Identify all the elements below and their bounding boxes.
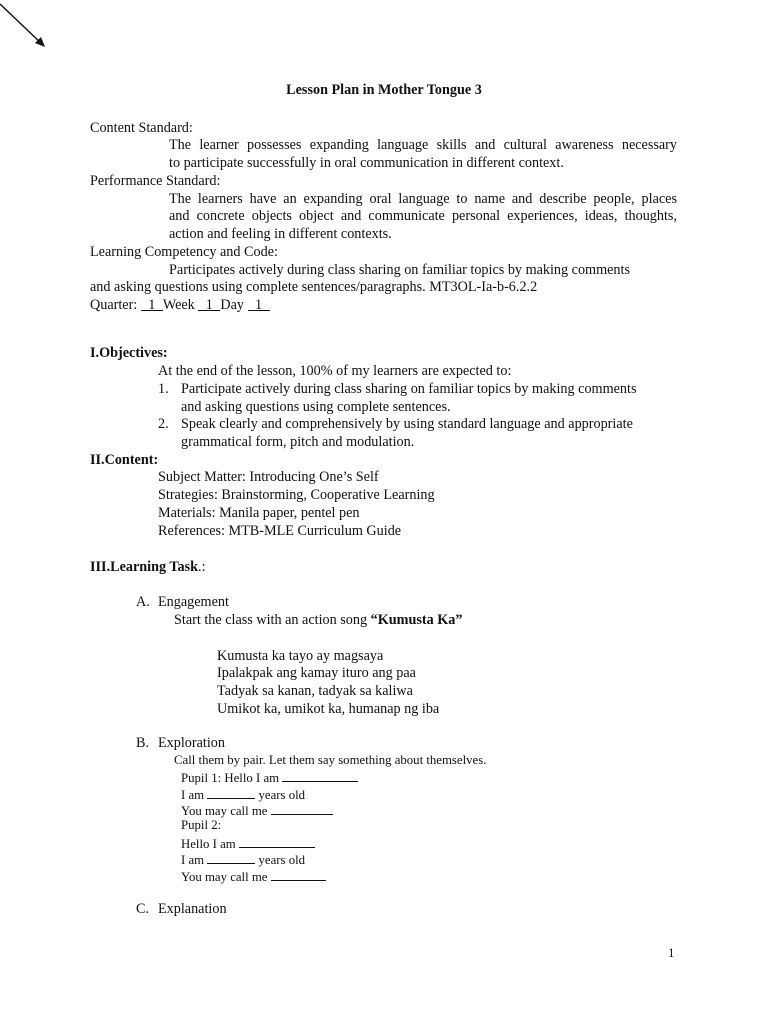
pupil-1-hello-text: Pupil 1: Hello I am (181, 771, 280, 785)
page-number: 1 (668, 945, 675, 960)
objectives-intro: At the end of the lesson, 100% of my learners are expected to: (158, 363, 512, 379)
pupil-2-age-text-b: years old (258, 853, 306, 867)
age-blank (207, 850, 255, 864)
content-standard-label: Content Standard: (90, 120, 193, 136)
engagement-intro-line (174, 612, 462, 630)
pupil-2-age-text-a: I am (181, 853, 205, 867)
quarter-label: Quarter: (90, 297, 138, 313)
objective-2-line-2: grammatical form, pitch and modulation. (181, 434, 415, 450)
competency-line-1: Participates actively during class sharing on familiar topics by making comments (169, 262, 630, 278)
engagement-title: Engagement (158, 594, 229, 610)
explanation-title: Explanation (158, 901, 227, 917)
engagement-label: A. (136, 594, 150, 610)
page-title: Lesson Plan in Mother Tongue 3 (286, 82, 482, 98)
references: References: MTB-MLE Curriculum Guide (158, 523, 402, 539)
performance-standard-line-1: The learners have an expanding oral language to name and describe people, places (169, 191, 677, 207)
materials: Materials: Manila paper, pentel pen (158, 505, 360, 521)
pupil-1-age-text-b: years old (258, 788, 306, 802)
song-title: “Kumusta Ka” (370, 612, 463, 628)
objective-2-number: 2. (158, 416, 169, 432)
lyric-line-4: Umikot ka, umikot ka, humanap ng iba (217, 701, 440, 717)
pupil-2-hello-text: Hello I am (181, 837, 236, 851)
pupil-1-call-text: You may call me (181, 804, 268, 818)
pupil-2-call-text: You may call me (181, 870, 268, 884)
competency-line-2: and asking questions using complete sentences/paragraphs. MT3OL-Ia-b-6.2.2 (90, 279, 538, 295)
objective-2-line-1: Speak clearly and comprehensively by using standard language and appropriate (181, 416, 633, 432)
engagement-intro: Start the class with an action song (174, 612, 371, 628)
pupil-2-label: Pupil 2: (181, 818, 222, 832)
objective-1-line-1: Participate actively during class sharing on familiar topics by making comments (181, 381, 637, 397)
nickname-blank (271, 867, 326, 881)
lyric-line-1: Kumusta ka tayo ay magsaya (217, 648, 384, 664)
age-blank (207, 785, 255, 799)
nickname-blank (271, 801, 333, 815)
learning-task-heading-suffix: .: (198, 559, 206, 575)
pupil-2-call-line (181, 867, 326, 887)
competency-label: Learning Competency and Code: (90, 244, 278, 260)
learning-task-heading (90, 559, 206, 577)
quarter-value: 1 (141, 297, 163, 311)
learning-task-heading-text: III.Learning Task (90, 559, 199, 575)
day-label: Day (220, 297, 244, 313)
quarter-line (90, 297, 270, 315)
objective-1-line-2: and asking questions using complete sentences. (181, 399, 451, 415)
name-blank (282, 768, 358, 782)
week-label: Week (162, 297, 195, 313)
pupil-1-age-text-a: I am (181, 788, 205, 802)
performance-standard-line-2: and concrete objects object and communicate personal experiences, ideas, thoughts, (169, 208, 677, 224)
day-value: 1 (248, 297, 270, 311)
content-standard-line-1: The learner possesses expanding language skills and cultural awareness necessary (169, 137, 677, 153)
performance-standard-label: Performance Standard: (90, 173, 221, 189)
subject-matter: Subject Matter: Introducing One’s Self (158, 469, 379, 485)
explanation-label: C. (136, 901, 150, 917)
exploration-title: Exploration (158, 735, 225, 751)
exploration-label: B. (136, 735, 150, 751)
content-standard-line-2: to participate successfully in oral communication in different context. (169, 155, 564, 171)
content-heading: II.Content: (90, 452, 159, 468)
objectives-heading: I.Objectives: (90, 345, 168, 361)
week-value: 1 (198, 297, 220, 311)
lyric-line-3: Tadyak sa kanan, tadyak sa kaliwa (217, 683, 413, 699)
name-blank (239, 834, 315, 848)
exploration-intro: Call them by pair. Let them say something about themselves. (174, 753, 487, 767)
performance-standard-line-3: action and feeling in different contexts. (169, 226, 392, 242)
strategies: Strategies: Brainstorming, Cooperative Learning (158, 487, 435, 503)
objective-1-number: 1. (158, 381, 169, 397)
lyric-line-2: Ipalakpak ang kamay ituro ang paa (217, 665, 416, 681)
